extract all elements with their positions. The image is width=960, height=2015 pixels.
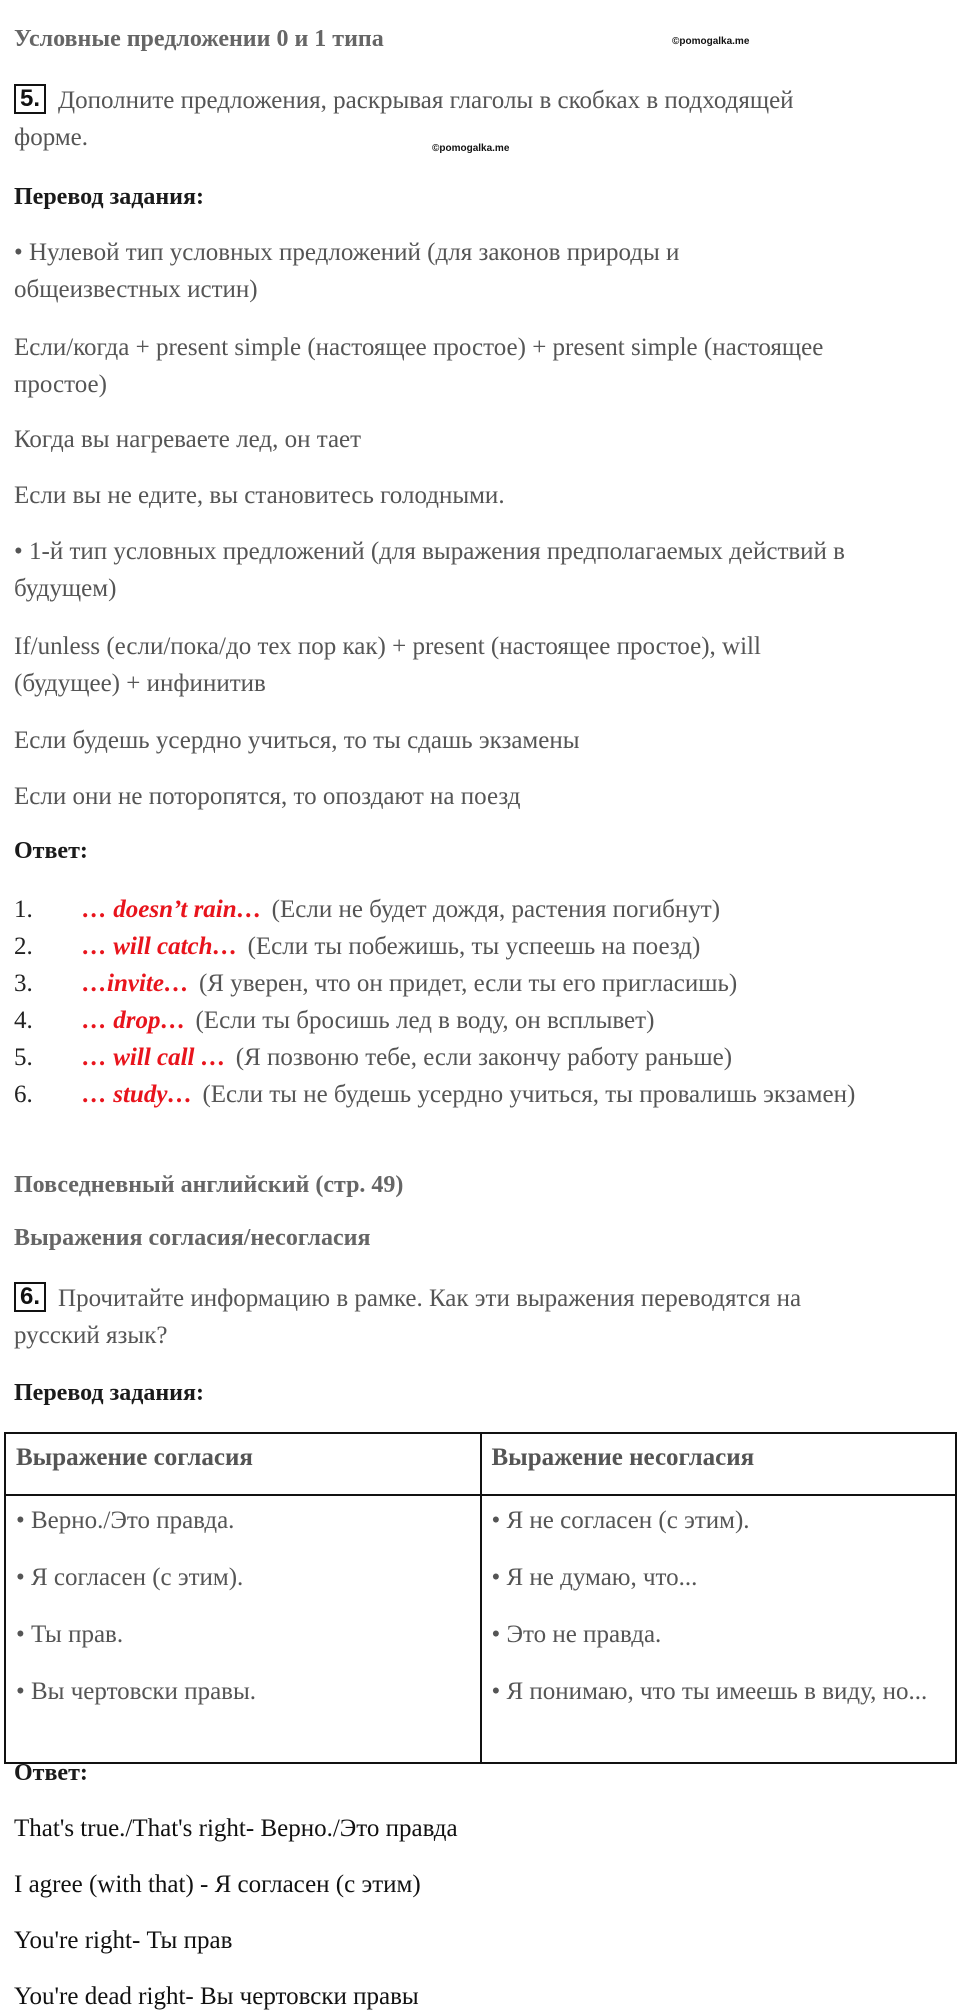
answer-verb: … doesn’t rain… bbox=[82, 896, 262, 923]
answer-line: You're dead right- Вы чертовски правы bbox=[14, 1983, 419, 2010]
answer-number: 1. bbox=[14, 896, 33, 923]
paragraph bbox=[14, 628, 761, 702]
table-row bbox=[5, 1495, 956, 1763]
task5-text-line1: Дополните предложения, раскрывая глаголы в скобках в подходящей bbox=[58, 87, 794, 114]
answer-line: That's true./That's right- Верно./Это правда bbox=[14, 1815, 458, 1842]
paragraph-line: • Нулевой тип условных предложений (для законов природы и bbox=[14, 239, 680, 266]
task5-number: 5. bbox=[14, 84, 46, 114]
answer-verb: … study… bbox=[82, 1081, 193, 1108]
section-title: Условные предложении 0 и 1 типа bbox=[14, 26, 384, 52]
translation-heading: Перевод задания: bbox=[14, 1380, 204, 1406]
answer-number: 3. bbox=[14, 970, 33, 997]
translation-heading: Перевод задания: bbox=[14, 184, 204, 210]
expressions-table bbox=[4, 1432, 957, 1764]
answer-number: 5. bbox=[14, 1044, 33, 1071]
task5-text-line2: форме. bbox=[14, 124, 88, 151]
answer-item bbox=[14, 891, 720, 928]
paragraph-line: If/unless (если/пока/до тех пор как) + present (настоящее простое), will bbox=[14, 633, 761, 660]
paragraph-line: • 1-й тип условных предложений (для выражения предполагаемых действий в bbox=[14, 538, 845, 565]
answer-item bbox=[14, 965, 737, 1002]
list-item: • Вы чертовски правы. bbox=[16, 1678, 257, 1705]
paragraph-line: будущем) bbox=[14, 575, 117, 602]
disagreement-cell bbox=[481, 1495, 957, 1763]
answer-number: 2. bbox=[14, 933, 33, 960]
answer-item bbox=[14, 1039, 732, 1076]
list-item: • Я не думаю, что... bbox=[491, 1564, 698, 1591]
paragraph bbox=[14, 533, 845, 607]
answer-heading: Ответ: bbox=[14, 838, 88, 864]
paragraph: Если они не поторопятся, то опоздают на поезд bbox=[14, 783, 521, 810]
answer-translation: (Я уверен, что он придет, если ты его пригласишь) bbox=[198, 970, 738, 997]
task6-text-line2: русский язык? bbox=[14, 1322, 168, 1349]
answer-line: I agree (with that) - Я согласен (с этим) bbox=[14, 1871, 421, 1898]
answer-translation: (Если не будет дождя, растения погибнут) bbox=[271, 896, 721, 923]
paragraph: Когда вы нагреваете лед, он тает bbox=[14, 426, 362, 453]
answer-translation: (Я позвоню тебе, если закончу работу раньше) bbox=[235, 1044, 733, 1071]
watermark: ©pomogalka.me bbox=[672, 36, 750, 47]
answer-translation: (Если ты не будешь усердно учиться, ты провалишь экзамен) bbox=[202, 1081, 856, 1108]
paragraph: Если будешь усердно учиться, то ты сдашь экзамены bbox=[14, 727, 580, 754]
list-item: • Я понимаю, что ты имеешь в виду, но... bbox=[491, 1678, 928, 1705]
answer-number: 6. bbox=[14, 1081, 33, 1108]
paragraph bbox=[14, 234, 679, 308]
table-header-row bbox=[5, 1433, 956, 1495]
paragraph-line: Если/когда + present simple (настоящее простое) + present simple (настоящее bbox=[14, 334, 824, 361]
watermark: ©pomogalka.me bbox=[432, 143, 510, 154]
list-item: • Верно./Это правда. bbox=[16, 1507, 235, 1534]
paragraph-line: простое) bbox=[14, 371, 107, 398]
answer-verb: … will call … bbox=[82, 1044, 226, 1071]
task6-text-line1: Прочитайте информацию в рамке. Как эти выражения переводятся на bbox=[58, 1285, 802, 1312]
answer-item bbox=[14, 1002, 654, 1039]
answer-item bbox=[14, 1076, 855, 1113]
paragraph bbox=[14, 329, 823, 403]
section-title: Повседневный английский (стр. 49) bbox=[14, 1172, 404, 1198]
list-item: • Ты прав. bbox=[16, 1621, 124, 1648]
list-item: • Это не правда. bbox=[491, 1621, 662, 1648]
table-header-disagreement: Выражение несогласия bbox=[481, 1433, 957, 1495]
table-header-agreement: Выражение согласия bbox=[5, 1433, 481, 1495]
answer-item bbox=[14, 928, 700, 965]
answer-heading: Ответ: bbox=[14, 1760, 88, 1786]
task6-number: 6. bbox=[14, 1282, 46, 1312]
agreement-cell bbox=[5, 1495, 481, 1763]
list-item: • Я согласен (с этим). bbox=[16, 1564, 244, 1591]
answer-number: 4. bbox=[14, 1007, 33, 1034]
list-item: • Я не согласен (с этим). bbox=[491, 1507, 750, 1534]
answer-verb: … drop… bbox=[82, 1007, 186, 1034]
answer-translation: (Если ты бросишь лед в воду, он всплывет) bbox=[195, 1007, 655, 1034]
paragraph-line: (будущее) + инфинитив bbox=[14, 670, 266, 697]
answer-translation: (Если ты побежишь, ты успеешь на поезд) bbox=[247, 933, 701, 960]
section-subtitle: Выражения согласия/несогласия bbox=[14, 1225, 371, 1251]
answer-line: You're right- Ты прав bbox=[14, 1927, 233, 1954]
task6-instruction bbox=[14, 1280, 944, 1354]
paragraph-line: общеизвестных истин) bbox=[14, 276, 258, 303]
answer-verb: … will catch… bbox=[82, 933, 238, 960]
answer-verb: …invite… bbox=[82, 970, 189, 997]
paragraph: Если вы не едите, вы становитесь голодными. bbox=[14, 482, 505, 509]
